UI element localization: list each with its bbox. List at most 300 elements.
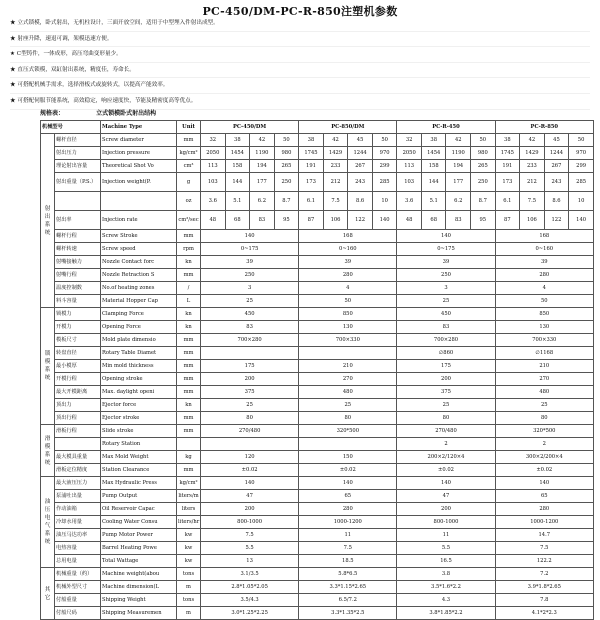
spec-value: 106 bbox=[323, 211, 348, 230]
spec-value: 191 bbox=[495, 160, 520, 173]
spec-unit: mm bbox=[177, 425, 201, 438]
spec-value: 2050 bbox=[201, 147, 226, 160]
spec-value: 320*500 bbox=[495, 425, 593, 438]
spec-value: 80 bbox=[201, 412, 299, 425]
spec-value: 1244 bbox=[348, 147, 373, 160]
spec-name-cn: 螺杆转速 bbox=[55, 243, 101, 256]
spec-value: 87 bbox=[299, 211, 324, 230]
spec-value: 700×280 bbox=[397, 334, 495, 347]
spec-value: 177 bbox=[250, 173, 275, 192]
spec-value: 1190 bbox=[446, 147, 471, 160]
table-row bbox=[41, 282, 594, 295]
spec-value: 65 bbox=[495, 490, 593, 503]
spec-value: 7.5 bbox=[323, 192, 348, 211]
spec-unit: cm³/sec bbox=[177, 211, 201, 230]
spec-value: 2 bbox=[495, 438, 593, 451]
model-header: PC-850/DM bbox=[299, 121, 397, 134]
spec-name-en bbox=[101, 192, 177, 211]
spec-name-en: Min mold thickness bbox=[101, 360, 177, 373]
spec-value: 280 bbox=[495, 503, 593, 516]
spec-value: 39 bbox=[299, 256, 397, 269]
spec-value: 200 bbox=[201, 503, 299, 516]
spec-value: 122 bbox=[348, 211, 373, 230]
spec-value: 375 bbox=[201, 386, 299, 399]
spec-name-en: Max Mold Weight bbox=[101, 451, 177, 464]
spec-name-en: Pump Output bbox=[101, 490, 177, 503]
spec-name-cn: 螺杆行程 bbox=[55, 230, 101, 243]
table-row bbox=[41, 581, 594, 594]
page-title: PC-450/DM-PC-R-850注塑机参数 bbox=[202, 5, 398, 18]
spec-name-cn: 螺杆直径 bbox=[55, 134, 101, 147]
spec-name-cn: 射嘴行程 bbox=[55, 269, 101, 282]
spec-name-cn: 射出压力 bbox=[55, 147, 101, 160]
spec-unit: mm bbox=[177, 334, 201, 347]
spec-value: ∅860 bbox=[397, 347, 495, 360]
spec-value: 120 bbox=[201, 451, 299, 464]
spec-value: 68 bbox=[421, 211, 446, 230]
spec-value: ±0.02 bbox=[397, 464, 495, 477]
spec-unit: kw bbox=[177, 555, 201, 568]
spec-unit: kw bbox=[177, 529, 201, 542]
spec-value: 4 bbox=[495, 282, 593, 295]
spec-value: 158 bbox=[421, 160, 446, 173]
spec-value: 212 bbox=[323, 173, 348, 192]
spec-name-en: Rotary Table Diamet bbox=[101, 347, 177, 360]
spec-value: 42 bbox=[446, 134, 471, 147]
spec-value: 39 bbox=[397, 256, 495, 269]
spec-name-cn: 最大开模距离 bbox=[55, 386, 101, 399]
spec-value: 38 bbox=[225, 134, 250, 147]
spec-value: 3.6 bbox=[201, 192, 226, 211]
spec-name-en: Shipping Weight bbox=[101, 594, 177, 607]
spec-name-en: Screw Stroke bbox=[101, 230, 177, 243]
spec-unit: liters bbox=[177, 503, 201, 516]
spec-value: 3.5/4.3 bbox=[201, 594, 299, 607]
spec-name-en: Opening stroke bbox=[101, 373, 177, 386]
spec-unit: kn bbox=[177, 321, 201, 334]
spec-value: 233 bbox=[323, 160, 348, 173]
spec-unit: liters/m bbox=[177, 490, 201, 503]
spec-value: 243 bbox=[348, 173, 373, 192]
spec-value: 4 bbox=[299, 282, 397, 295]
spec-name-en: Mold plate dimensio bbox=[101, 334, 177, 347]
table-row bbox=[41, 147, 594, 160]
spec-value: 3.0*1.25*2.25 bbox=[201, 607, 299, 620]
table-row bbox=[41, 464, 594, 477]
table-row bbox=[41, 334, 594, 347]
spec-value: 14.7 bbox=[495, 529, 593, 542]
spec-value: 25 bbox=[299, 399, 397, 412]
spec-name-en: Clamping Force bbox=[101, 308, 177, 321]
spec-value: 140 bbox=[299, 477, 397, 490]
table-row bbox=[41, 594, 594, 607]
spec-value: 140 bbox=[201, 230, 299, 243]
spec-name-cn: 最小模厚 bbox=[55, 360, 101, 373]
spec-value: 45 bbox=[348, 134, 373, 147]
spec-value: 1429 bbox=[520, 147, 545, 160]
spec-value: 970 bbox=[569, 147, 594, 160]
spec-value: 0~160 bbox=[299, 243, 397, 256]
spec-value: 47 bbox=[201, 490, 299, 503]
spec-value: 140 bbox=[372, 211, 397, 230]
spec-value: 8.7 bbox=[274, 192, 299, 211]
spec-unit: / bbox=[177, 282, 201, 295]
spec-value: 10 bbox=[372, 192, 397, 211]
feature-item: ★ 直压式锁模，双缸射出系统，精度佳，寿命长。 bbox=[10, 63, 590, 79]
spec-value: 1745 bbox=[299, 147, 324, 160]
spec-unit: m bbox=[177, 581, 201, 594]
spec-value: 42 bbox=[520, 134, 545, 147]
spec-value: 50 bbox=[569, 134, 594, 147]
spec-value: 6.2 bbox=[446, 192, 471, 211]
spec-value: 65 bbox=[299, 490, 397, 503]
spec-name-en: Station Clearance bbox=[101, 464, 177, 477]
spec-value: 16.5 bbox=[397, 555, 495, 568]
table-row bbox=[41, 360, 594, 373]
table-row bbox=[41, 321, 594, 334]
spec-value: 194 bbox=[250, 160, 275, 173]
spec-value: 700×280 bbox=[201, 334, 299, 347]
spec-value: 47 bbox=[397, 490, 495, 503]
spec-name-cn: 温度控制数 bbox=[55, 282, 101, 295]
spec-value: 25 bbox=[201, 399, 299, 412]
category-label: 其它 bbox=[41, 568, 55, 620]
table-row bbox=[41, 243, 594, 256]
table-row bbox=[41, 503, 594, 516]
spec-value: 11 bbox=[397, 529, 495, 542]
spec-value: 4.3 bbox=[397, 594, 495, 607]
spec-name-cn: 射嘴接触力 bbox=[55, 256, 101, 269]
spec-value: 285 bbox=[372, 173, 397, 192]
spec-value: ∅1168 bbox=[495, 347, 593, 360]
spec-value: 39 bbox=[201, 256, 299, 269]
spec-value: 32 bbox=[201, 134, 226, 147]
spec-name-en: Ejector force bbox=[101, 399, 177, 412]
spec-name-cn: 滑板定位精度 bbox=[55, 464, 101, 477]
spec-value: 50 bbox=[299, 295, 397, 308]
spec-value: 267 bbox=[544, 160, 569, 173]
feature-item: ★ 可搭配机械手需求，选择滑板式或旋转式，以提高产能效率。 bbox=[10, 78, 590, 94]
spec-value: 25 bbox=[397, 295, 495, 308]
spec-value: 7.5 bbox=[201, 529, 299, 542]
spec-unit: g bbox=[177, 173, 201, 192]
spec-unit: mm bbox=[177, 412, 201, 425]
category-label: 锁模系统 bbox=[41, 308, 55, 425]
table-row bbox=[41, 399, 594, 412]
spec-value: 38 bbox=[495, 134, 520, 147]
spec-value: 270 bbox=[495, 373, 593, 386]
spec-value: 299 bbox=[569, 160, 594, 173]
spec-value: 0~175 bbox=[397, 243, 495, 256]
category-label: 油压电气系统 bbox=[41, 477, 55, 568]
spec-value: 175 bbox=[201, 360, 299, 373]
spec-value: 700×330 bbox=[299, 334, 397, 347]
spec-name-en: Material Hopper Cap bbox=[101, 295, 177, 308]
spec-value: 233 bbox=[520, 160, 545, 173]
spec-name-en: Opening Force bbox=[101, 321, 177, 334]
spec-value: 38 bbox=[421, 134, 446, 147]
table-row bbox=[41, 295, 594, 308]
spec-value: 800-1000 bbox=[397, 516, 495, 529]
spec-value: 7.2 bbox=[495, 568, 593, 581]
spec-name-cn: 作动油箱 bbox=[55, 503, 101, 516]
spec-value: 122 bbox=[544, 211, 569, 230]
spec-name-en: Rotary Station bbox=[101, 438, 177, 451]
spec-name-en: Machine weight(abou bbox=[101, 568, 177, 581]
spec-value: 1000-1200 bbox=[299, 516, 397, 529]
table-row bbox=[41, 347, 594, 360]
spec-name-cn: 冷却水用量 bbox=[55, 516, 101, 529]
spec-name-en: Injection rate bbox=[101, 211, 177, 230]
spec-value: 50 bbox=[495, 295, 593, 308]
spec-unit: liters/hr bbox=[177, 516, 201, 529]
spec-value: 3 bbox=[201, 282, 299, 295]
spec-name-cn: 开模行程 bbox=[55, 373, 101, 386]
spec-value: 144 bbox=[225, 173, 250, 192]
spec-value bbox=[201, 438, 299, 451]
spec-value: 168 bbox=[299, 230, 397, 243]
spec-value: 7.8 bbox=[495, 594, 593, 607]
spec-value: 3 bbox=[397, 282, 495, 295]
spec-value: 800-1000 bbox=[201, 516, 299, 529]
spec-value: 25 bbox=[397, 399, 495, 412]
spec-name-en: Machine dimension(L bbox=[101, 581, 177, 594]
spec-value: 5.1 bbox=[225, 192, 250, 211]
spec-name-cn: 射出重量（P.S.） bbox=[55, 173, 101, 192]
spec-value: 7.5 bbox=[520, 192, 545, 211]
spec-value: 970 bbox=[372, 147, 397, 160]
spec-name-en: No.of heating zones bbox=[101, 282, 177, 295]
spec-value: 113 bbox=[201, 160, 226, 173]
table-row bbox=[41, 555, 594, 568]
spec-value: 270/480 bbox=[397, 425, 495, 438]
table-row bbox=[41, 230, 594, 243]
category-label: 射出系统 bbox=[41, 134, 55, 308]
table-row bbox=[41, 529, 594, 542]
table-row bbox=[41, 425, 594, 438]
spec-unit: oz bbox=[177, 192, 201, 211]
spec-value: 2050 bbox=[397, 147, 422, 160]
spec-value: 83 bbox=[250, 211, 275, 230]
spec-value: 48 bbox=[397, 211, 422, 230]
spec-value: 980 bbox=[274, 147, 299, 160]
spec-value: 3.9*1.8*2.65 bbox=[495, 581, 593, 594]
spec-value: 700×330 bbox=[495, 334, 593, 347]
spec-unit: L bbox=[177, 295, 201, 308]
spec-value: 299 bbox=[372, 160, 397, 173]
spec-name-en: Nozzle Retraction S bbox=[101, 269, 177, 282]
spec-value: 270 bbox=[299, 373, 397, 386]
spec-value bbox=[201, 347, 299, 360]
spec-value: 8.6 bbox=[544, 192, 569, 211]
spec-value: 3.8*1.85*2.2 bbox=[397, 607, 495, 620]
spec-name-cn: 理论射出容量 bbox=[55, 160, 101, 173]
table-row bbox=[41, 373, 594, 386]
spec-value: 8.6 bbox=[348, 192, 373, 211]
spec-value: 1745 bbox=[495, 147, 520, 160]
spec-value: 13 bbox=[201, 555, 299, 568]
spec-value: ±0.02 bbox=[201, 464, 299, 477]
spec-value: 39 bbox=[495, 256, 593, 269]
spec-value: 42 bbox=[250, 134, 275, 147]
spec-value: 850 bbox=[495, 308, 593, 321]
spec-value: 144 bbox=[421, 173, 446, 192]
spec-name-en: Nozzle Contact forc bbox=[101, 256, 177, 269]
spec-value: 150 bbox=[299, 451, 397, 464]
table-row bbox=[41, 134, 594, 147]
spec-value: 113 bbox=[397, 160, 422, 173]
spec-unit: mm bbox=[177, 360, 201, 373]
spec-value: 173 bbox=[495, 173, 520, 192]
spec-value: 10 bbox=[569, 192, 594, 211]
spec-unit: m bbox=[177, 607, 201, 620]
spec-value: 320*500 bbox=[299, 425, 397, 438]
spec-value bbox=[299, 438, 397, 451]
spec-value: 2 bbox=[397, 438, 495, 451]
spec-value: 212 bbox=[520, 173, 545, 192]
spec-value: 200 bbox=[397, 503, 495, 516]
spec-value: 3.1/3.5 bbox=[201, 568, 299, 581]
spec-value: 280 bbox=[299, 503, 397, 516]
spec-value: 177 bbox=[446, 173, 471, 192]
spec-name-cn: 泵浦吐出量 bbox=[55, 490, 101, 503]
spec-value: 140 bbox=[569, 211, 594, 230]
spec-unit bbox=[177, 438, 201, 451]
spec-value: 80 bbox=[397, 412, 495, 425]
table-row bbox=[41, 412, 594, 425]
spec-value: 83 bbox=[201, 321, 299, 334]
spec-value: 7.5 bbox=[495, 542, 593, 555]
spec-value: 32 bbox=[397, 134, 422, 147]
spec-value: 25 bbox=[495, 399, 593, 412]
spec-value: 25 bbox=[201, 295, 299, 308]
spec-value: 194 bbox=[446, 160, 471, 173]
spec-name-cn: 料斗容量 bbox=[55, 295, 101, 308]
spec-name-en: Injection weight(P. bbox=[101, 173, 177, 192]
spec-unit: kw bbox=[177, 542, 201, 555]
spec-name-en: Screw speed bbox=[101, 243, 177, 256]
spec-value: 6.5/7.2 bbox=[299, 594, 397, 607]
feature-item: ★ 可搭配伺服节能系统，高效稳定，响应速度快，节能及精密度高等优点。 bbox=[10, 94, 590, 110]
spec-value: 3.3*1.35*2.5 bbox=[299, 607, 397, 620]
model-header: PC-R-850 bbox=[495, 121, 593, 134]
spec-value: 280 bbox=[495, 269, 593, 282]
spec-name-cn: 机械外型尺寸 bbox=[55, 581, 101, 594]
spec-value: 3.5*1.6*2.2 bbox=[397, 581, 495, 594]
spec-value: 83 bbox=[397, 321, 495, 334]
spec-unit: mm bbox=[177, 347, 201, 360]
spec-name-cn: 开模力 bbox=[55, 321, 101, 334]
spec-value: 18.5 bbox=[299, 555, 397, 568]
spec-value: 87 bbox=[495, 211, 520, 230]
spec-name-cn bbox=[55, 192, 101, 211]
model-header: PC-R-450 bbox=[397, 121, 495, 134]
spec-value: 95 bbox=[471, 211, 496, 230]
spec-value: 200 bbox=[201, 373, 299, 386]
model-cn-header: 机械型号 bbox=[41, 121, 101, 134]
spec-name-cn: 油压马达功率 bbox=[55, 529, 101, 542]
spec-value: 1429 bbox=[323, 147, 348, 160]
spec-value: 140 bbox=[201, 477, 299, 490]
spec-value: 1244 bbox=[544, 147, 569, 160]
spec-value: 250 bbox=[471, 173, 496, 192]
spec-value: 173 bbox=[299, 173, 324, 192]
table-row bbox=[41, 438, 594, 451]
table-row bbox=[41, 160, 594, 173]
table-row bbox=[41, 568, 594, 581]
spec-value: 158 bbox=[225, 160, 250, 173]
spec-value: 300×2/200×4 bbox=[495, 451, 593, 464]
spec-value: 5.8*6.5 bbox=[299, 568, 397, 581]
spec-value: 265 bbox=[471, 160, 496, 173]
feature-item: ★ C型铸件，一体成形，高压弯曲变形量少。 bbox=[10, 47, 590, 63]
table-row bbox=[41, 173, 594, 192]
spec-value: 1000-1200 bbox=[495, 516, 593, 529]
spec-value: 103 bbox=[397, 173, 422, 192]
spec-name-cn: 顶出行程 bbox=[55, 412, 101, 425]
spec-value: 450 bbox=[397, 308, 495, 321]
spec-value: ±0.02 bbox=[495, 464, 593, 477]
spec-value: 267 bbox=[348, 160, 373, 173]
spec-value: 1454 bbox=[225, 147, 250, 160]
spec-name-cn: 付船尺码 bbox=[55, 607, 101, 620]
spec-unit: mm bbox=[177, 269, 201, 282]
spec-name-cn: 最大液压压力 bbox=[55, 477, 101, 490]
spec-name-cn: 滑板行程 bbox=[55, 425, 101, 438]
table-row bbox=[41, 516, 594, 529]
spec-name-cn: 顶出力 bbox=[55, 399, 101, 412]
spec-value: 50 bbox=[372, 134, 397, 147]
spec-value: 980 bbox=[471, 147, 496, 160]
spec-value: 270/480 bbox=[201, 425, 299, 438]
spec-name-en: Slide stroke bbox=[101, 425, 177, 438]
spec-value: 0~175 bbox=[201, 243, 299, 256]
spec-unit: rpm bbox=[177, 243, 201, 256]
spec-value: 95 bbox=[274, 211, 299, 230]
spec-value: 122.2 bbox=[495, 555, 593, 568]
spec-name-cn bbox=[55, 438, 101, 451]
unit-header: Unit bbox=[177, 121, 201, 134]
table-row bbox=[41, 211, 594, 230]
spec-value: 265 bbox=[274, 160, 299, 173]
spec-name-en: Max. daylight openi bbox=[101, 386, 177, 399]
spec-unit: kg/cm² bbox=[177, 147, 201, 160]
table-row bbox=[41, 451, 594, 464]
model-en-header: Machine Type bbox=[101, 121, 177, 134]
spec-value: 480 bbox=[299, 386, 397, 399]
spec-value: 168 bbox=[495, 230, 593, 243]
spec-value: 5.1 bbox=[421, 192, 446, 211]
spec-value: 250 bbox=[274, 173, 299, 192]
table-row bbox=[41, 192, 594, 211]
spec-value: 1454 bbox=[421, 147, 446, 160]
spec-name-en: Barrel Heating Powe bbox=[101, 542, 177, 555]
model-header: PC-450/DM bbox=[201, 121, 299, 134]
spec-unit: kg/cm² bbox=[177, 477, 201, 490]
spec-value: 5.5 bbox=[397, 542, 495, 555]
spec-value: 83 bbox=[446, 211, 471, 230]
spec-value: 130 bbox=[495, 321, 593, 334]
spec-name-en: Theoretical Shot Vo bbox=[101, 160, 177, 173]
spec-unit: kn bbox=[177, 256, 201, 269]
spec-unit: tons bbox=[177, 594, 201, 607]
spec-value: 280 bbox=[299, 269, 397, 282]
spec-value: 850 bbox=[299, 308, 397, 321]
spec-unit: mm bbox=[177, 230, 201, 243]
spec-value: 106 bbox=[520, 211, 545, 230]
spec-unit: kn bbox=[177, 399, 201, 412]
spec-value: 480 bbox=[495, 386, 593, 399]
